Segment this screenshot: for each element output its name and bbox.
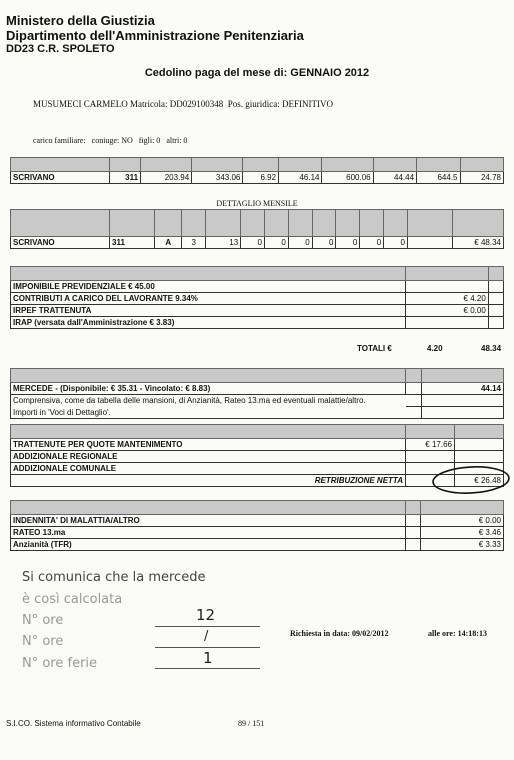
summary-table (10, 157, 504, 184)
family-altri: altri: 0 (166, 136, 188, 145)
stamp-line-4: N° ore (22, 634, 64, 649)
stamp-line-4-rule (155, 647, 260, 648)
richiesta-data: Richiesta in data: 09/02/2012 (290, 629, 389, 638)
stamp-handwritten-1: 12 (196, 606, 216, 624)
dettaglio-row: SCRIVANO 311 A 3 13 0 0 0 0 0 0 0 € 48.34 (11, 237, 504, 249)
pos-label: Pos. giuridica: (227, 99, 280, 109)
employee-name: MUSUMECI CARMELO (33, 99, 128, 109)
institute-title: DD23 C.R. SPOLETO (6, 43, 115, 55)
voci-table: INDENNITA' DI MALATTIA/ALTRO € 0.00 RATEO 13.ma € 3.46 Anzianità (TFR) € 3.33 (10, 500, 504, 551)
retribuzione-netta-value: € 26.48 (455, 475, 504, 487)
stamp-line-3-rule (155, 626, 260, 627)
footer-system: S.I.CO. Sistema informativo Contabile (6, 719, 141, 728)
summary-row: SCRIVANO 311 203.94 343.06 6.92 46.14 600.06 44.44 644.5 24.78 (11, 172, 504, 184)
dettaglio-table (10, 209, 504, 249)
trattenute-table: TRATTENUTE PER QUOTE MANTENIMENTO € 17.66 ADDIZIONALE REGIONALE ADDIZIONALE COMUNALE RETRIBUZIONE NETTA € 26.48 (10, 424, 504, 487)
stamp-line-5: N° ore ferie (22, 656, 98, 671)
ministry-title: Ministero della Giustizia (6, 13, 155, 28)
totali-label: TOTALI € (357, 344, 392, 353)
pos-value: DEFINITIVO (282, 99, 334, 109)
hand-circle-mark (430, 463, 512, 497)
employee-info (33, 99, 333, 109)
family-info (33, 136, 187, 145)
stamp-line-3: N° ore (22, 613, 64, 628)
stamp-line-5-rule (155, 668, 260, 669)
stamp-handwritten-2: / (204, 629, 209, 644)
stamp-line-1: Si comunica che la mercede (22, 570, 206, 585)
matricola-value: DD029100348 (169, 99, 224, 109)
department-title: Dipartimento dell'Amministrazione Penitenziaria (6, 28, 304, 43)
richiesta-ore: alle ore: 14:18:13 (428, 629, 487, 638)
family-figli: figli: 0 (138, 136, 161, 145)
stamp-handwritten-3: 1 (203, 649, 213, 667)
matricola-label: Matricola: (130, 99, 168, 109)
family-coniuge: coniuge: NO (91, 136, 133, 145)
footer-page-number: 89 / 151 (238, 719, 265, 728)
totali-value-1: 4.20 (427, 344, 443, 353)
payslip-title: Cedolino paga del mese di: GENNAIO 2012 (144, 67, 370, 79)
totali-value-2: 48.34 (481, 344, 502, 353)
mercede-table: MERCEDE - (Disponibile: € 35.31 - Vincolato: € 8.83) 44.14 Comprensiva, come da tabella delle mansioni, di Anzianità, Rateo 13.ma ed eventuali malattie/altro. Importi in 'Voci di Dettaglio'. (10, 368, 504, 419)
dettaglio-title: DETTAGLIO MENSILE (216, 199, 298, 208)
family-label: carico familiare: (33, 136, 86, 145)
stamp-line-2: è così calcolata (22, 592, 123, 607)
contributi-table: IMPONIBILE PREVIDENZIALE € 45.00 CONTRIBUTI A CARICO DEL LAVORANTE 9.34% € 4.20 IRPEF TRATTENUTA € 0.00 IRAP (versata dall'Amministrazione € 3.83) (10, 266, 504, 329)
